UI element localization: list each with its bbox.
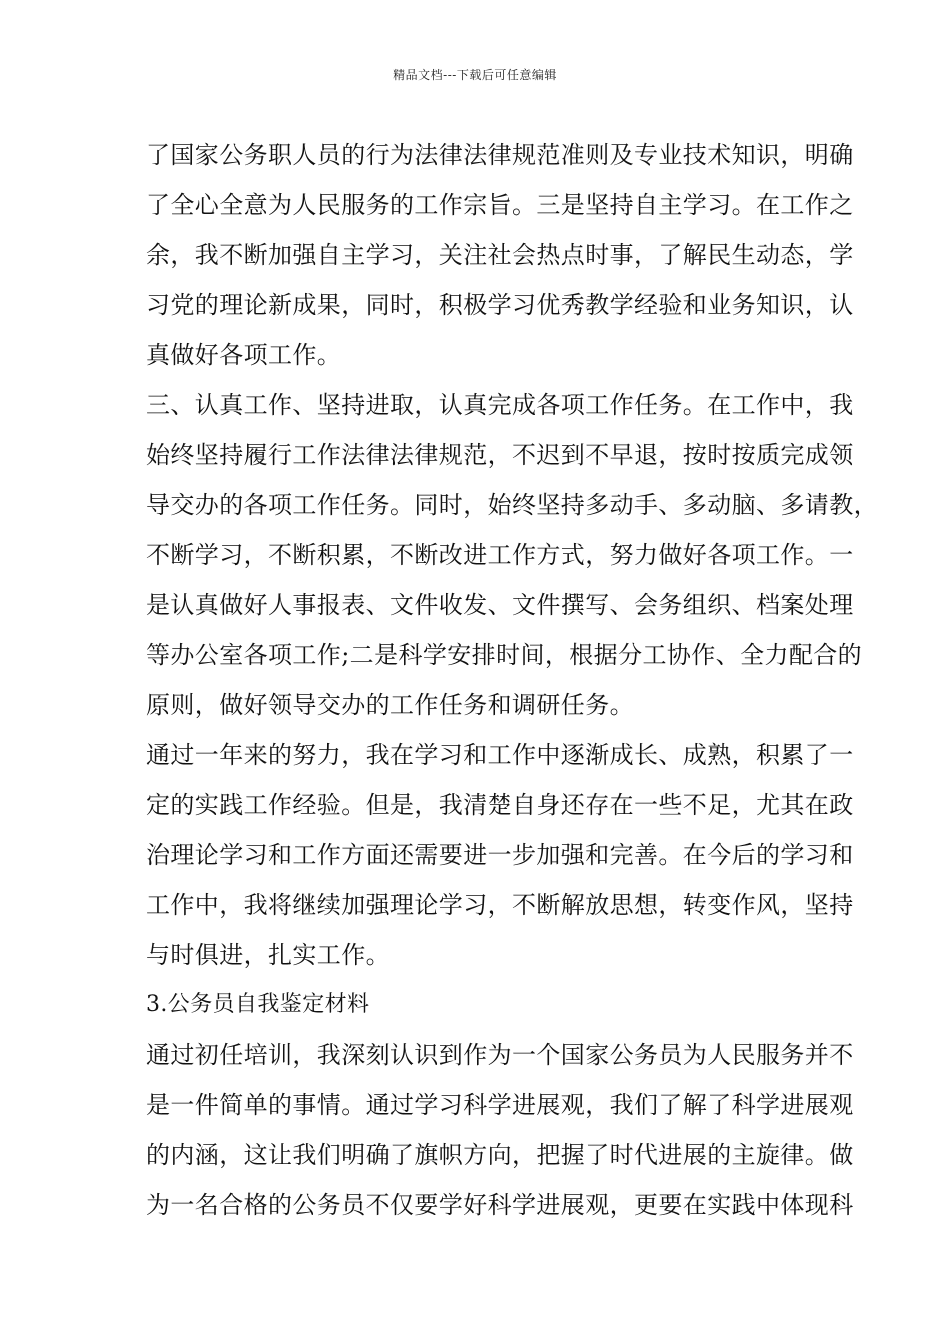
text-line: 与时俱进，扎实工作。: [146, 941, 390, 969]
text-line: 通过一年来的努力，我在学习和工作中逐渐成长、成熟，积累了一: [146, 741, 854, 769]
section-heading: 3.公务员自我鉴定材料: [146, 992, 370, 1017]
text-line: 了全心全意为人民服务的工作宗旨。三是坚持自主学习。在工作之: [146, 191, 854, 219]
text-line: 真做好各项工作。: [146, 341, 342, 369]
text-line: 导交办的各项工作任务。同时，始终坚持多动手、多动脑、多请教，: [146, 491, 878, 519]
document-body: [146, 130, 878, 1230]
text-line: 原则，做好领导交办的工作任务和调研任务。: [146, 691, 634, 719]
text-line: 治理论学习和工作方面还需要进一步加强和完善。在今后的学习和: [146, 841, 854, 869]
text-line: 是一件简单的事情。通过学习科学进展观，我们了解了科学进展观: [146, 1091, 854, 1119]
text-line: 三、认真工作、坚持进取，认真完成各项工作任务。在工作中，我: [146, 391, 854, 419]
text-line: 余，我不断加强自主学习，关注社会热点时事，了解民生动态，学: [146, 241, 854, 269]
text-line: 了国家公务职人员的行为法律法律规范准则及专业技术知识，明确: [146, 141, 854, 169]
text-line: 习党的理论新成果，同时，积极学习优秀教学经验和业务知识，认: [146, 291, 854, 319]
text-line: 工作中，我将继续加强理论学习，不断解放思想，转变作风，坚持: [146, 891, 854, 919]
text-line: 等办公室各项工作;二是科学安排时间，根据分工协作、全力配合的: [146, 641, 863, 669]
text-line: 通过初任培训，我深刻认识到作为一个国家公务员为人民服务并不: [146, 1041, 854, 1069]
page-header: 精品文档---下载后可任意编辑: [393, 68, 557, 82]
text-line: 定的实践工作经验。但是，我清楚自身还存在一些不足，尤其在政: [146, 791, 854, 819]
text-line: 为一名合格的公务员不仅要学好科学进展观，更要在实践中体现科: [146, 1191, 854, 1219]
text-line: 是认真做好人事报表、文件收发、文件撰写、会务组织、档案处理: [146, 591, 854, 619]
text-line: 不断学习，不断积累，不断改进工作方式，努力做好各项工作。一: [146, 541, 854, 569]
text-line: 始终坚持履行工作法律法律规范，不迟到不早退，按时按质完成领: [146, 441, 854, 469]
text-line: 的内涵，这让我们明确了旗帜方向，把握了时代进展的主旋律。做: [146, 1141, 854, 1169]
